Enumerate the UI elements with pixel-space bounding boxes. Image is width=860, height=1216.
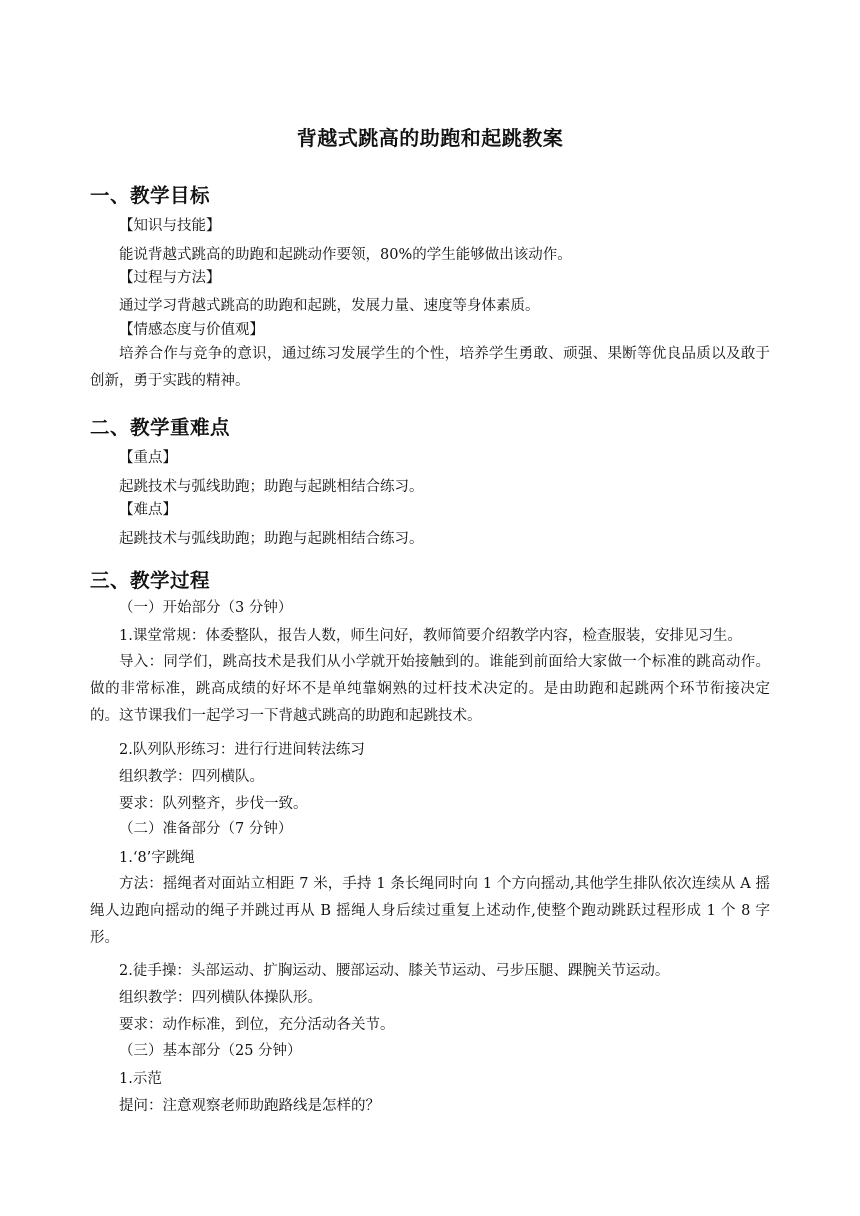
label-emotion-values: 【情感态度与价值观】 [119,322,264,338]
text-difficulty: 起跳技术与弧线助跑；助跑与起跳相结合练习。 [119,531,424,547]
paragraph-requirement-2: 要求：动作标准，到位，充分活动各关节。 [119,1017,395,1033]
text-process-method: 通过学习背越式跳高的助跑和起跳，发展力量、速度等身体素质。 [119,298,540,314]
paragraph-formation: 2.队列队形练习：进行行进间转法练习 [119,742,365,758]
label-knowledge-skills: 【知识与技能】 [119,218,221,234]
paragraph-organization-2: 组织教学：四列横队体操队形。 [119,990,322,1006]
section-heading-key-points: 二、教学重难点 [90,416,231,439]
label-key: 【重点】 [119,450,177,466]
part-start: （一）开始部分（3 分钟） [119,600,293,616]
paragraph-question: 提问：注意观察老师助跑路线是怎样的？ [119,1098,380,1114]
paragraph-exercise: 2.徒手操：头部运动、扩胸运动、腰部运动、膝关节运动、弓步压腿、踝腕关节运动。 [119,963,670,979]
paragraph-rope: 1.‘8’字跳绳 [119,850,195,866]
text-knowledge-skills: 能说背越式跳高的助跑和起跳动作要领，80%的学生能够做出该动作。 [119,247,572,263]
text-emotion-values: 培养合作与竞争的意识，通过练习发展学生的个性，培养学生勇敢、顽强、果断等优良品质以及敢于创新，勇于实践的精神。 [90,346,770,389]
page-title: 背越式跳高的助跑和起跳教案 [296,126,564,150]
text-key: 起跳技术与弧线助跑；助跑与起跳相结合练习。 [119,479,424,495]
part-basic: （三）基本部分（25 分钟） [119,1043,302,1059]
paragraph-routine: 1.课堂常规：体委整队，报告人数，师生问好，教师简要介绍教学内容，检查服装，安排见习生。 [119,628,742,644]
label-process-method: 【过程与方法】 [119,270,221,286]
paragraph-demo: 1.示范 [119,1071,162,1087]
label-difficulty: 【难点】 [119,502,177,518]
paragraph-intro: 导入：同学们，跳高技术是我们从小学就开始接触到的。谁能到前面给大家做一个标准的跳高动作。做的非常标准，跳高成绩的好坏不是单纯靠娴熟的过杆技术决定的。是由助跑和起跳两个环节衔接决定的。这节课我们一起学习一下背越式跳高的助跑和起跳技术。 [90,654,770,724]
paragraph-organization-1: 组织教学：四列横队。 [119,769,264,785]
section-heading-objectives: 一、教学目标 [90,184,211,207]
section-heading-process: 三、教学过程 [90,569,211,592]
paragraph-requirement-1: 要求：队列整齐，步伐一致。 [119,796,308,812]
paragraph-rope-method: 方法：摇绳者对面站立相距 7 米，手持 1 条长绳同时向 1 个方向摇动,其他学生排队依次连续从 A 摇绳人边跑向摇动的绳子并跳过再从 B 摇绳人身后续过重复上述动作,使整个跑动跳跃过程形成 1 个 8 字形。 [90,876,770,946]
part-prepare: （二）准备部分（7 分钟） [119,821,293,837]
